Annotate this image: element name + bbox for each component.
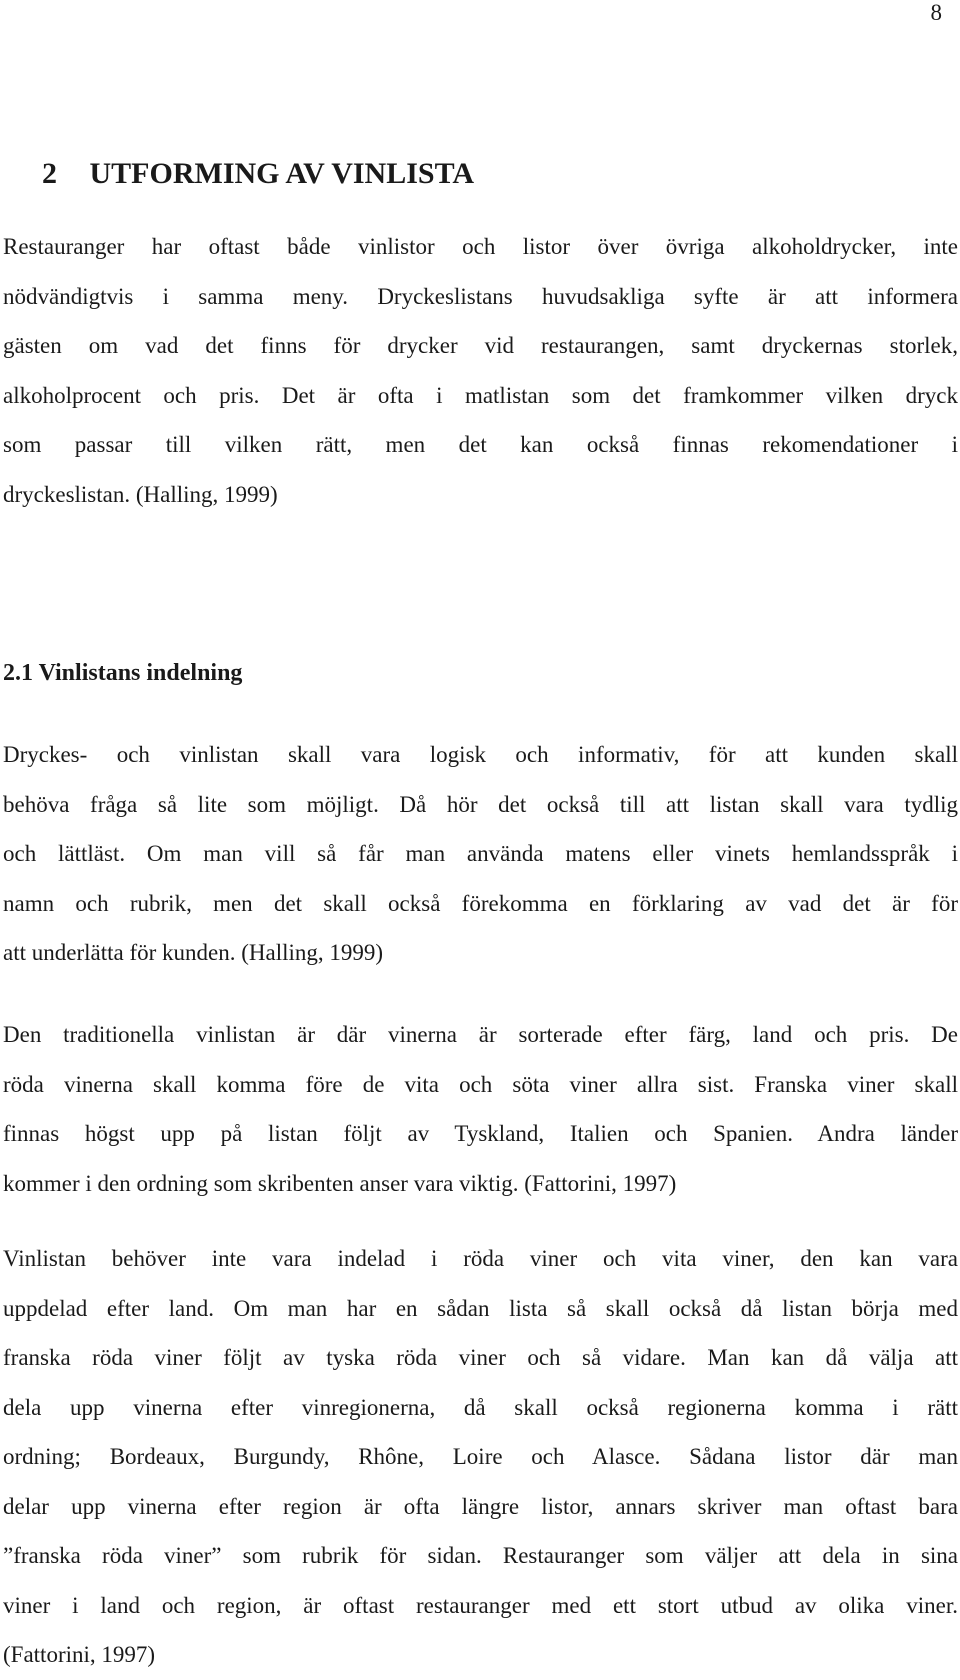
text-line: uppdelad efter land. Om man har en sådan lista så skall också då listan börja med [3, 1295, 958, 1321]
text-line: ”franska röda viner” som rubrik för sidan. Restauranger som väljer att dela in sina [3, 1543, 958, 1568]
paragraph-1 [3, 730, 958, 978]
text-line: dryckeslistan. (Halling, 1999) [3, 481, 278, 507]
text-line: gästen om vad det finns för drycker vid restaurangen, samt dryckernas storlek, [3, 333, 958, 358]
text-line: ordning; Bordeaux, Burgundy, Rhône, Loire och Alasce. Sådana listor där man [3, 1444, 958, 1469]
text-line: Den traditionella vinlistan är där vinerna är sorterade efter färg, land och pris. De [3, 1022, 958, 1047]
text-line: kommer i den ordning som skribenten anser vara viktig. (Fattorini, 1997) [3, 1170, 677, 1196]
paragraph-3 [3, 1234, 958, 1680]
text-line: att underlätta för kunden. (Halling, 1999) [3, 940, 384, 965]
text-line: dela upp vinerna efter vinregionerna, då skall också regionerna komma i rätt [3, 1394, 958, 1420]
text-line: viner i land och region, är oftast restauranger med ett stort utbud av olika viner. [3, 1592, 958, 1618]
chapter-heading [42, 156, 474, 192]
text-line: Dryckes- och vinlistan skall vara logisk och informativ, för att kunden skall [3, 742, 958, 767]
text-line: Restauranger har oftast både vinlistor och listor över övriga alkoholdrycker, inte [3, 234, 958, 259]
text-line: som passar till vilken rätt, men det kan också finnas rekomendationer i [3, 432, 958, 457]
text-line: finnas högst upp på listan följt av Tyskland, Italien och Spanien. Andra länder [3, 1121, 958, 1146]
intro-paragraph [3, 222, 958, 519]
text-line: delar upp vinerna efter region är ofta längre listor, annars skriver man oftast bara [3, 1493, 958, 1519]
section-heading: 2.1 Vinlistans indelning [3, 660, 243, 686]
text-line: namn och rubrik, men det skall också förekomma en förklaring av vad det är för [3, 890, 958, 916]
chapter-title: UTFORMING AV VINLISTA [89, 157, 475, 190]
paragraph-2 [3, 1010, 958, 1208]
text-line: Vinlistan behöver inte vara indelad i röda viner och vita viner, den kan vara [3, 1246, 958, 1271]
text-line: nödvändigtvis i samma meny. Dryckeslistans huvudsakliga syfte är att informera [3, 283, 958, 309]
text-line: och lättläst. Om man vill så får man använda matens eller vinets hemlandsspråk i [3, 841, 958, 866]
text-line: (Fattorini, 1997) [3, 1642, 156, 1667]
text-line: röda vinerna skall komma före de vita och söta viner allra sist. Franska viner skall [3, 1071, 958, 1097]
text-line: franska röda viner följt av tyska röda viner och så vidare. Man kan då välja att [3, 1345, 958, 1370]
text-line: alkoholprocent och pris. Det är ofta i matlistan som det framkommer vilken dryck [3, 382, 958, 408]
chapter-number: 2 [42, 157, 57, 190]
text-line: behöva fråga så lite som möjligt. Då hör det också till att listan skall vara tydlig [3, 791, 958, 817]
page-number: 8 [930, 0, 942, 25]
